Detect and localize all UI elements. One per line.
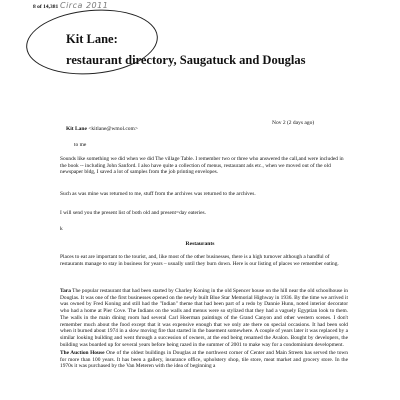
email-recipient: to me (74, 142, 87, 148)
email-paragraph: I will send you the present list of both old and present=day eateries. (60, 210, 207, 216)
email-sender (66, 126, 138, 132)
sender-name: Kit Lane (66, 126, 87, 132)
section-heading: Restaurants (185, 241, 215, 247)
page-count: 8 of 14,381 (33, 4, 59, 10)
directory-intro: Places to eat are important to the tourist, and, like most of the other businesses, there is a high turnover although a handful of restaurants manage to stay in business for years – usually until they burn down. Here is our listing of places we remember eating. (60, 254, 339, 267)
entry-text: One of the oldest buildings in Douglas at the northwest corner of Center and Main Streets has served the town for more than 100 years. It has been a gallery, insurance office, upholstery shop, tile store, meat market and grocery store. In the 1970s it was purchased by the Van Meteren with the idea of beginning a (60, 350, 349, 370)
directory-entry (60, 350, 348, 370)
email-signature: k (60, 226, 63, 232)
entry-name: The Auction House (60, 350, 105, 356)
document-title: Kit Lane: (66, 32, 118, 46)
email-paragraph: Sounds like something we did when we did The village Table. I remember two or three who answered the call,and were included in the book -- including John Sanford. I also have quite a collection of menus, restaurant ads etc., when we moved out of the old newspaper bldg, I saved a lot of samples from the job printing envelopes. (60, 156, 344, 176)
handwritten-note: Circa 2011 (60, 1, 109, 10)
entry-text: The popular restaurant that had been started by Charley Koning in the old Spencer house on the hill near the old schoolhouse in Douglas. It was one of the first businesses opened on the newly built Blue Star Memorial Highway in 1936. By the time we arrived it was owned by Fred Koning and still had the "Indian" theme that had been part of a redo by Dannie Hunn, noted interior decorator who had a home at Pier Cove. The Indians on the walls and menus were so stylized that they had a vaguely Egyptian look to them. The walls in the main dining room had several Carl Hoerman paintings of the Grand Canyon and other western scenes. I don't remember much about the food except that it was expensive enough that we only ate there on special occasions. It had been sold when it burned about 1974 in a slow moving fire that started in the basement somewhere. A couple of years later it was replaced by a similar looking building and went through a succession of owners, at the end being renamed the Avalon. Bought by developers, the building was boarded up for several years before being razed in the summer of 2001 to make way for a condominium development. (60, 288, 348, 348)
directory-entry (60, 288, 348, 348)
email-date: Nov 2 (2 days ago) (272, 120, 315, 126)
entry-name: Tara (60, 288, 71, 294)
document-subtitle: restaurant directory, Saugatuck and Douglas (66, 53, 306, 67)
email-paragraph: Such as was mine was returned to me, stuff from the archives was returned to the archives. (60, 191, 256, 197)
sender-address: <kitlane@wmol.com> (88, 126, 138, 132)
